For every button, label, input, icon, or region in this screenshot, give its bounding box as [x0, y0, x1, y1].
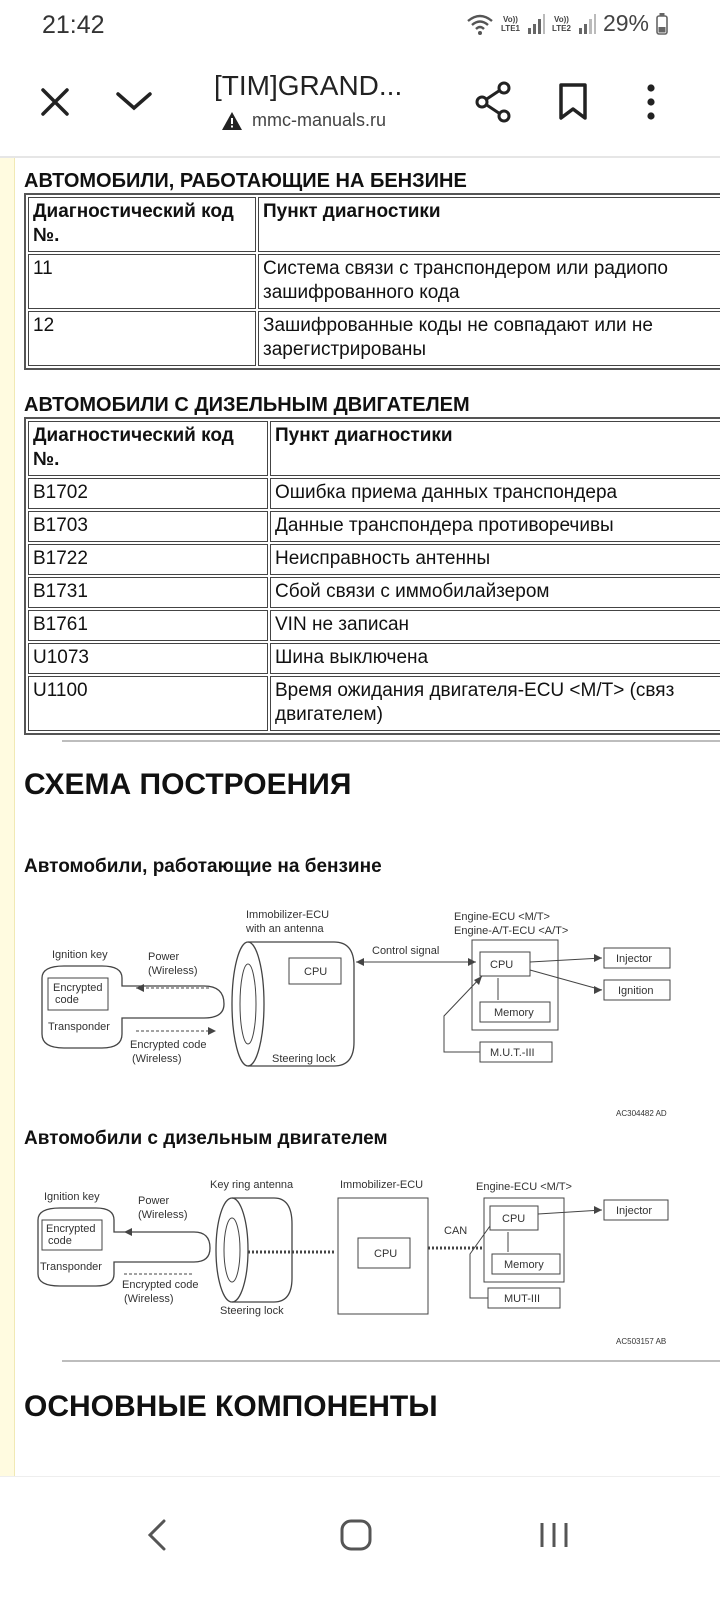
cell-item: Неисправность антенны [270, 544, 720, 575]
signal-icon [527, 14, 545, 34]
table-row [28, 577, 720, 608]
ignition-line [530, 970, 602, 990]
label-encrypted-code-2: code [55, 994, 79, 1006]
close-button[interactable] [27, 74, 83, 130]
cell-code: 11 [28, 254, 256, 309]
collapse-button[interactable] [106, 74, 162, 130]
cell-code: B1722 [28, 544, 268, 575]
table-row [28, 311, 720, 366]
label-memory: Memory [494, 1007, 534, 1019]
petrol-immobilizer-diagram [24, 906, 684, 1126]
share-icon [466, 74, 522, 130]
diesel-immobilizer-diagram [24, 1174, 684, 1354]
diagram-ref: AC304482 AD [616, 1109, 667, 1118]
sim2-label: Vo)) LTE2 [551, 14, 571, 33]
scheme-heading: СХЕМА ПОСТРОЕНИЯ [24, 768, 352, 801]
status-indicators [466, 10, 668, 37]
label-steering-lock: Steering lock [220, 1305, 284, 1317]
more-icon [623, 74, 679, 130]
cell-code: B1703 [28, 511, 268, 542]
petrol-title: АВТОМОБИЛИ, РАБОТАЮЩИЕ НА БЕНЗИНЕ [24, 170, 467, 192]
label-engine-ecu: Engine-ECU <M/T> [454, 911, 550, 923]
cell-item: Шина выключена [270, 643, 720, 674]
key-ring-antenna [216, 1198, 248, 1302]
nav-recents-button[interactable] [524, 1505, 584, 1565]
label-memory: Memory [504, 1259, 544, 1271]
petrol-table [24, 193, 720, 370]
label-power: Power [138, 1195, 170, 1207]
label-can: CAN [444, 1225, 468, 1237]
label-ignition: Ignition [618, 985, 654, 997]
table-header-row [28, 421, 720, 476]
table-header-row [28, 197, 720, 252]
label-encrypted-code-2: code [48, 1235, 72, 1247]
cell-item: Ошибка приема данных транспондера [270, 478, 720, 509]
diesel-table [24, 417, 720, 735]
injector-line [538, 1210, 602, 1214]
label-engine-ecu: Engine-ECU <M/T> [476, 1181, 572, 1193]
label-steering-lock: Steering lock [272, 1053, 336, 1065]
label-encrypted-code-wireless: Encrypted code [122, 1279, 199, 1291]
label-encrypted-code: Encrypted [53, 982, 103, 994]
bookmark-button[interactable] [545, 74, 601, 130]
header-code: Диагностический код №. [28, 421, 268, 476]
status-time: 21:42 [42, 11, 105, 39]
label-encrypted-code-wireless: Encrypted code [130, 1039, 207, 1051]
label-power-wireless: (Wireless) [148, 965, 198, 977]
page-url: mmc-manuals.ru [252, 110, 387, 130]
share-button[interactable] [466, 74, 522, 130]
recents-icon [524, 1505, 584, 1565]
url-row[interactable] [222, 110, 386, 131]
table-row [28, 511, 720, 542]
table-row [28, 544, 720, 575]
battery-icon [656, 13, 668, 35]
battery-percent: 29% [602, 10, 649, 36]
more-button[interactable] [623, 74, 679, 130]
mut-line [444, 976, 482, 1052]
label-encrypted-code: Encrypted [46, 1223, 96, 1235]
cell-item: VIN не записан [270, 610, 720, 641]
label-cpu: CPU [374, 1248, 398, 1260]
page-title[interactable]: [TIM]GRAND... [214, 70, 403, 101]
label-ignition-key: Ignition key [44, 1191, 100, 1203]
cell-item: Данные транспондера противоречивы [270, 511, 720, 542]
sim1-label: Vo)) LTE1 [501, 14, 520, 33]
label-mut: MUT-III [504, 1293, 541, 1305]
table-row [28, 643, 720, 674]
cell-code: B1702 [28, 478, 268, 509]
components-heading: ОСНОВНЫЕ КОМПОНЕНТЫ [24, 1390, 438, 1423]
wifi-icon [466, 12, 494, 36]
label-ignition-key: Ignition key [52, 949, 108, 961]
status-bar [0, 0, 720, 52]
label-wireless: (Wireless) [124, 1293, 174, 1305]
label-control-signal: Control signal [372, 945, 440, 957]
label-injector: Injector [616, 953, 653, 965]
label-mut: M.U.T.-III [490, 1047, 535, 1059]
cell-item: Зашифрованные коды не совпадают или не зарегистрированы [258, 311, 720, 366]
label-immobilizer-ecu: Immobilizer-ECU [340, 1179, 424, 1191]
mut-line [470, 1226, 490, 1298]
cell-code: B1761 [28, 610, 268, 641]
cell-code: 12 [28, 311, 256, 366]
chevron-down-icon [106, 74, 162, 130]
injector-line [530, 958, 602, 962]
label-power-wireless: (Wireless) [138, 1209, 188, 1221]
left-margin-bar [0, 158, 15, 1476]
label-power: Power [148, 951, 180, 963]
header-item: Пункт диагностики [270, 421, 720, 476]
cell-code: B1731 [28, 577, 268, 608]
divider [62, 1360, 720, 1362]
diesel-title: АВТОМОБИЛИ С ДИЗЕЛЬНЫМ ДВИГАТЕЛЕМ [24, 394, 470, 416]
label-engine-cpu: CPU [502, 1213, 526, 1225]
close-icon [27, 74, 83, 130]
label-transponder: Transponder [48, 1021, 110, 1033]
header-code: Диагностический код №. [28, 197, 256, 252]
table-row [28, 254, 720, 309]
page-content[interactable] [0, 158, 720, 1476]
petrol-caption: Автомобили, работающие на бензине [24, 856, 382, 877]
cell-item: Сбой связи с иммобилайзером [270, 577, 720, 608]
label-immobilizer-ecu: Immobilizer-ECU [246, 909, 330, 921]
browser-toolbar [0, 52, 720, 152]
cell-item: Система связи с транспондером или радиопо зашифрованного кода [258, 254, 720, 309]
label-key-ring-antenna: Key ring antenna [210, 1179, 294, 1191]
cell-code: U1100 [28, 676, 268, 731]
diagram-ref: AC503157 AB [616, 1337, 667, 1346]
table-row [28, 478, 720, 509]
label-injector: Injector [616, 1205, 653, 1217]
label-transponder: Transponder [40, 1261, 102, 1273]
home-icon [326, 1505, 386, 1565]
label-cpu: CPU [304, 966, 328, 978]
label-engine-at-ecu: Engine-A/T-ECU <A/T> [454, 925, 569, 937]
android-nav-bar [0, 1476, 720, 1601]
signal-icon [578, 14, 596, 34]
cell-item: Время ожидания двигателя-ECU <M/T> (связ двигателем) [270, 676, 720, 731]
label-wireless: (Wireless) [132, 1053, 182, 1065]
warning-icon [222, 112, 242, 130]
header-item: Пункт диагностики [258, 197, 720, 252]
table-row [28, 610, 720, 641]
bookmark-icon [545, 74, 601, 130]
divider [62, 740, 720, 742]
diesel-caption: Автомобили с дизельным двигателем [24, 1128, 388, 1149]
antenna-ring [232, 942, 264, 1066]
back-icon [128, 1505, 188, 1565]
nav-home-button[interactable] [326, 1505, 386, 1565]
cell-code: U1073 [28, 643, 268, 674]
table-row [28, 676, 720, 731]
label-engine-cpu: CPU [490, 959, 514, 971]
nav-back-button[interactable] [128, 1505, 188, 1565]
label-with-antenna: with an antenna [246, 923, 324, 935]
